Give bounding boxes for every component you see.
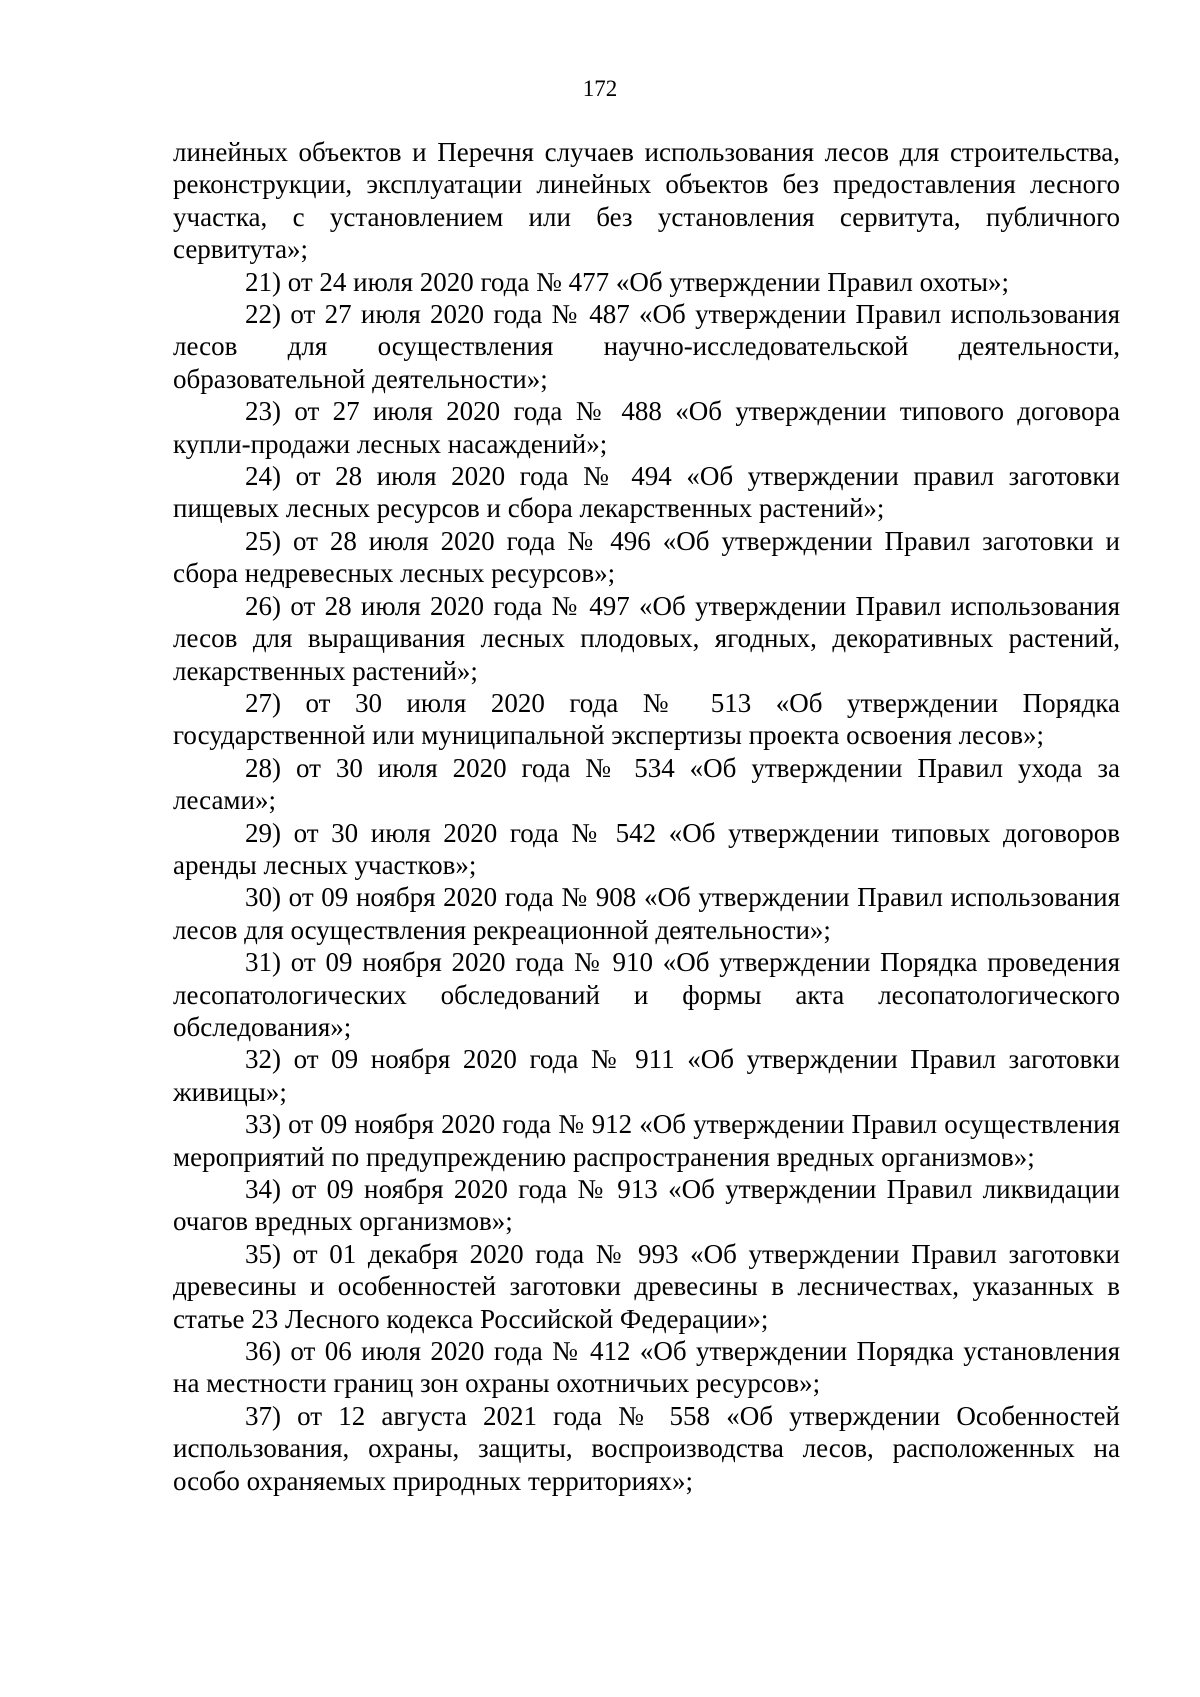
list-item-35: 35) от 01 декабря 2020 года № 993 «Об утверждении Правил заготовки древесины и особенностей заготовки древесины в лесничествах, указанных в статье 23 Лесного кодекса Российской Федерации»; [173,1238,1120,1334]
document-body [173,136,1120,1497]
list-item-21: 21) от 24 июля 2020 года № 477 «Об утверждении Правил охоты»; [245,266,1010,297]
list-item-34: 34) от 09 ноября 2020 года № 913 «Об утверждении Правил ликвидации очагов вредных организмов»; [173,1174,1120,1237]
page-number: 172 [582,76,618,101]
list-item-28: 28) от 30 июля 2020 года № 534 «Об утверждении Правил ухода за лесами»; [173,752,1120,816]
list-item-26: 26) от 28 июля 2020 года № 497 «Об утверждении Правил использования лесов для выращивания лесных плодовых, ягодных, декоративных растений, лекарственных растений»; [173,590,1120,686]
list-item-37: 37) от 12 августа 2021 года № 558 «Об утверждении Особенностей использования, охраны, защиты, воспроизводства лесов, расположенных на особо охраняемых природных территориях»; [173,1400,1120,1496]
list-item-36: 36) от 06 июля 2020 года № 412 «Об утверждении Порядка установления на местности границ зон охраны охотничьих ресурсов»; [173,1336,1120,1399]
list-item-25: 25) от 28 июля 2020 года № 496 «Об утверждении Правил заготовки и сбора недревесных лесных ресурсов»; [173,525,1120,589]
list-item-30: 30) от 09 ноября 2020 года № 908 «Об утверждении Правил использования лесов для осуществления рекреационной деятельности»; [173,882,1120,945]
list-item-27: 27) от 30 июля 2020 года № 513 «Об утверждении Порядка государственной или муниципальной экспертизы проекта освоения лесов»; [173,687,1120,751]
list-item-22: 22) от 27 июля 2020 года № 487 «Об утверждении Правил использования лесов для осуществления научно-исследовательской деятельности, образовательной деятельности»; [173,299,1120,394]
list-item-33: 33) от 09 ноября 2020 года № 912 «Об утверждении Правил осуществления мероприятий по предупреждению распространения вредных организмов»; [173,1109,1120,1172]
list-item-31: 31) от 09 ноября 2020 года № 910 «Об утверждении Порядка проведения лесопатологических обследований и формы акта лесопатологического обследования»; [173,947,1120,1042]
list-item-24: 24) от 28 июля 2020 года № 494 «Об утверждении правил заготовки пищевых лесных ресурсов и сбора лекарственных растений»; [173,461,1120,524]
list-item-23: 23) от 27 июля 2020 года № 488 «Об утверждении типового договора купли-продажи лесных насаждений»; [173,396,1120,459]
list-item-29: 29) от 30 июля 2020 года № 542 «Об утверждении типовых договоров аренды лесных участков»; [173,817,1120,880]
paragraph-continuation: линейных объектов и Перечня случаев использования лесов для строительства, реконструкции, эксплуатации линейных объектов без предоставления лесного участка, с установлением или без установления сервитута, публичного сервитута»; [173,137,1120,265]
list-item-32: 32) от 09 ноября 2020 года № 911 «Об утверждении Правил заготовки живицы»; [173,1044,1120,1107]
